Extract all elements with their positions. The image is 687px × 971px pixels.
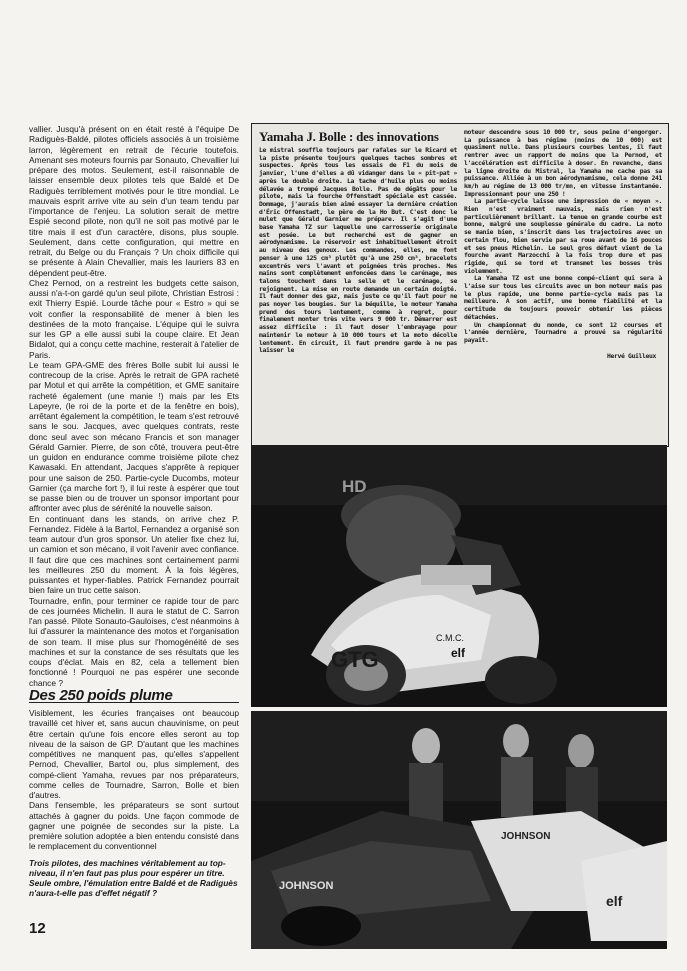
body-paragraph: Le team GPA-GME des frères Bolle subit lui aussi le contrecoup de la crise. Après le retrait de GPA racheté par Motul et qui arrête la compétition, et GME sanitaire racheté également (une manie !) mais par les Ets Lapeyre, (le roi de la porte et de la fenêtre en bois), arrêtant également la compétition, le team s'est retrouvé sans le sou. Jacques, avec quelques contrats, reste donc seul avec son mécano Francis et son manager Gérald Garnier. Pierre, de son côté, trouvera peut-être un guidon en endurance comme troisième pilote chez Kawasaki. En attendant, Jacques s'apprête à repiquer pour une saison de 250. Partie-cycle Ducombs, moteur Garnier (ça marche fort !), il lui reste à espérer que tout se passe bien ou de trouver un sponsor important pour affronter avec plus de sérénité la nouvelle saison.	[29, 359, 239, 514]
fairing-text: elf	[451, 646, 466, 660]
photo-pilots-in-pits	[251, 711, 667, 949]
body-paragraph: Visiblement, les écuries françaises ont beaucoup travaillé cet hiver et, sans aucun chauvinisme, on peut être certain qu'une fois encore elles seront au top niveau de la saison de GP. D'autant que les machines compétitives ne manquent pas, qu'elles s'appellent Pernod, Chevallier, Bartol ou, plus simplement, des compé-client Yamaha, revues par nos préparateurs, comme celles de Tournadre, Sarron, Bolle et bien d'autres.	[29, 708, 239, 800]
sidebar-paragraph: Le mistral souffle toujours par rafales sur le Ricard et la piste présente toujours quelques taches sombres et suspectes. Après tous les essais de F1 du mois de janvier, l'une d'elles a dû vidanger dans le « pit-pat » après le double droite. La tache d'huile plus ou moins délavée a trompé Jacques Bolle. Pas de dégâts pour le pilote, mais la fourche Offenstadt spéciale est cassée. Dommage, j'aurais bien aimé essayer la dernière création d'Éric Offenstadt, le père de la Ho But. C'est donc le mulet que Gérald Garnier me prépare. Il s'agit d'une base Yamaha TZ sur laquelle une carrosserie originale est posée. Le but recherché est de gagner en aérodynamisme. Le réservoir est inhabituellement étroit au niveau des genoux. Les commandes, elles, me font penser à une 125 cm³ plutôt qu'à une 250 cm³, bracelets excentrés vers l'avant et poignées très proches. Mes mains sont complètement enfoncées dans le carénage, mes talons touchent dans la selle et le carénage, se rejoignent. La mise en route demande un certain doigté. Il faut donner des gaz, mais juste ce qu'il faut pour ne pas noyer les bougies. Sur la béquille, le moteur Yamaha prend des tours lentement, comme à regret, pour finalement monter très vite vers 9 000 tr. Démarrer est assez difficile : il faut doser l'embrayage pour maintenir le moteur à 10 000 tours et la moto décolle lentement. En circuit, il faut prendre garde à ne pas laisser le	[259, 146, 457, 355]
photo-pits-illustration	[251, 711, 667, 949]
author-signature: Hervé Guilleux	[607, 351, 656, 360]
fairing-text: C.M.C.	[436, 633, 464, 643]
watermark-logo	[342, 477, 402, 517]
section-heading: Des 250 poids plume	[29, 691, 239, 703]
left-article-column	[29, 124, 239, 898]
photo-caption: Trois pilotes, des machines véritablement au top-niveau, il n'en faut pas plus pour espérer un titre. Seule ombre, l'émulation entre Baldé et de Radiguès n'aura-t-elle pas d'effet négatif ?	[29, 857, 238, 898]
body-paragraph: Dans l'ensemble, les préparateurs se sont surtout attachés à gagner du poids. Une façon commode de gagner une poignée de secondes sur la piste. La première solution adoptée a bien entendu consisté dans le remplacement du conventionnel	[29, 800, 239, 852]
page-number: 12	[29, 920, 46, 937]
body-paragraph: Tournadre, enfin, pour terminer ce rapide tour de parc de ces journées Michelin. Il aura le statut de C. Sarron l'an passé. Pilote Sonauto-Gauloises, c'est néanmoins à lui d'assurer la maintenance des motos et l'organisation de son team. Il mise plus sur l'homogénéité de ses machines et sur la constance de ses résultats que les coups d'éclat. Mais en 82, cela a tellement bien fonctionné ! Pourquoi ne pas espérer une seconde chance ?	[29, 595, 239, 688]
sidebar-column-1	[259, 147, 457, 355]
sidebar-paragraph: La partie-cycle laisse une impression de « moyen ». Rien n'est vraiment mauvais, mais rien n'est particulièrement brillant. La tenue en grande courbe est bonne, malgré une souplesse générale du cadre. La moto se manie bien, s'inscrit dans les trajectoires avec un certain flou, bien servie par sa roue avant de 16 pouces et ses pneus Michelin. Le seul gros défaut vient de la fourche avant Marzocchi à la fois trop dure et pas rigide, qui se tord et transmet les bosses très violemment.	[464, 197, 662, 275]
body-paragraph: En continuant dans les stands, on arrive chez P. Fernandez. Fidèle à la Bartol, Fernandez a organisé son team autour d'un gros sponsor. Un atelier fixe chez lui, un camion et son mécano, il voit l'avenir avec confiance. Il faut dire que ces machines sont certainement parmi les meilleures 250 du moment. À la fois légères, puissantes et hyper-fiables. Patrick Fernandez pourrait bien faire un truc cette saison.	[29, 513, 239, 596]
photo-rider-on-bike	[251, 445, 667, 707]
fairing-text: JOHNSON	[501, 831, 551, 842]
sidebar-title: Yamaha J. Bolle : des innovations	[259, 129, 439, 144]
fairing-text: GTG	[331, 647, 379, 672]
body-paragraph: vallier. Jusqu'à présent on en était resté à l'équipe De Radiguès-Baldé, pilotes officiels associés à un troisième larron, légèrement en retrait de l'écurie toutefois. Amenant ses moteurs fournis par Sonauto, Chevallier lui prépare des motos. Seulement, est-il raisonnable de laisser ensemble deux pilotes tels que Baldé et De Radiguès terriblement motivés pour le titre mondial. Le mauvais esprit arrive vite au sein d'un team tendu par l'importance de l'enjeu. La solution serait de mettre Espié second pilote, non qu'il ne soit pas motivé par le titre mais il est d'un caractère, disons, plus souple. Seulement, dans cette configuration, qui mettre en retrait, du Belge ou du Français ? Un choix difficile qui se présente à Alain Chevallier, mais les lauriers 83 en dépendent peut-être.	[29, 124, 239, 278]
watermark-text: HD	[342, 477, 367, 496]
fairing-text: elf	[606, 893, 623, 909]
sidebar-box	[251, 123, 669, 447]
sidebar-paragraph: moteur descendre sous 10 000 tr, sous peine d'engorger. La puissance à bas régime (moins de 10 000) est quasiment nulle. Dans plusieurs courbes lentes, il faut rentrer avec un rapport de moins que la Pernod, et l'accélération est difficile à doser. En revanche, dans la ligne droite du Mistral, la Yamaha ne cache pas sa puissance. Alliée à un bon aérodynamisme, cela donne 241 km/h au régime de 13 000 tr/mn, en vitesse instantanée. Impressionnant pour une 250 !	[464, 128, 662, 198]
body-paragraph: Chez Pernod, on a restreint les budgets cette saison, aussi n'a-t-on gardé qu'un seul pilote, Christian Estrosi : exit Thierry Espié. Lourde tâche pour « Estro » qui se voit confier la responsabilité de mener à bien les destinées de la moto française. L'équipe qui le suivra sur les GP a elle aussi subi la coupe claire. Et Jean Bidalot, qui a conçu cette machine, resterait à l'atelier de Paris.	[29, 277, 239, 360]
photo-rider-illustration	[251, 445, 667, 707]
sidebar-column-2	[464, 129, 662, 360]
sidebar-paragraph: La Yamaha TZ est une bonne compé-client qui sera à l'aise sur tous les circuits avec un bon moteur mais pas le plus rapide, une bonne partie-cycle mais pas la meilleure. A son actif, une bonne fiabilité et la certitude de toujours pouvoir obtenir les pièces détachées.	[464, 274, 662, 321]
fairing-text: JOHNSON	[279, 880, 334, 892]
sidebar-paragraph: Un championnat du monde, ce sont 12 courses et l'année dernière, Tournadre a prouvé sa régularité payait.	[464, 320, 662, 344]
